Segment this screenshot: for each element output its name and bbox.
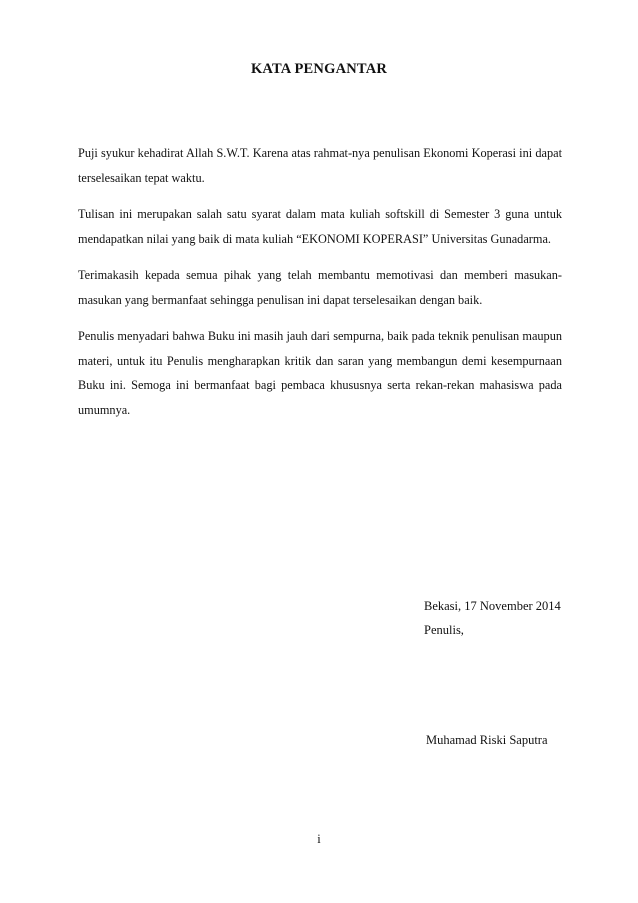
page-number: i: [317, 832, 321, 846]
author-role: Penulis,: [424, 623, 464, 637]
paragraph-4: Penulis menyadari bahwa Buku ini masih jauh dari sempurna, baik pada teknik penulisan maupun materi, untuk itu Penulis mengharapkan kritik dan saran yang membangun demi kesempurnaan Buku ini. Semoga ini bermanfaat bagi pembaca khususnya serta rekan-rekan mahasiswa pada umumnya.: [78, 329, 562, 417]
paragraph-1: Puji syukur kehadirat Allah S.W.T. Karena atas rahmat-nya penulisan Ekonomi Koperasi ini dapat terselesaikan tepat waktu.: [78, 146, 562, 185]
paragraph-3: Terimakasih kepada semua pihak yang telah membantu memotivasi dan memberi masukan-masukan yang bermanfaat sehingga penulisan ini dapat terselesaikan dengan baik.: [78, 268, 562, 307]
page-title: KATA PENGANTAR: [250, 61, 388, 77]
document-body: [78, 141, 562, 434]
place-date: Bekasi, 17 November 2014: [424, 599, 561, 613]
paragraph-2: Tulisan ini merupakan salah satu syarat dalam mata kuliah softskill di Semester 3 guna untuk mendapatkan nilai yang baik di mata kuliah “EKONOMI KOPERASI” Universitas Gunadarma.: [78, 207, 562, 246]
author-name: Muhamad Riski Saputra: [426, 733, 548, 747]
